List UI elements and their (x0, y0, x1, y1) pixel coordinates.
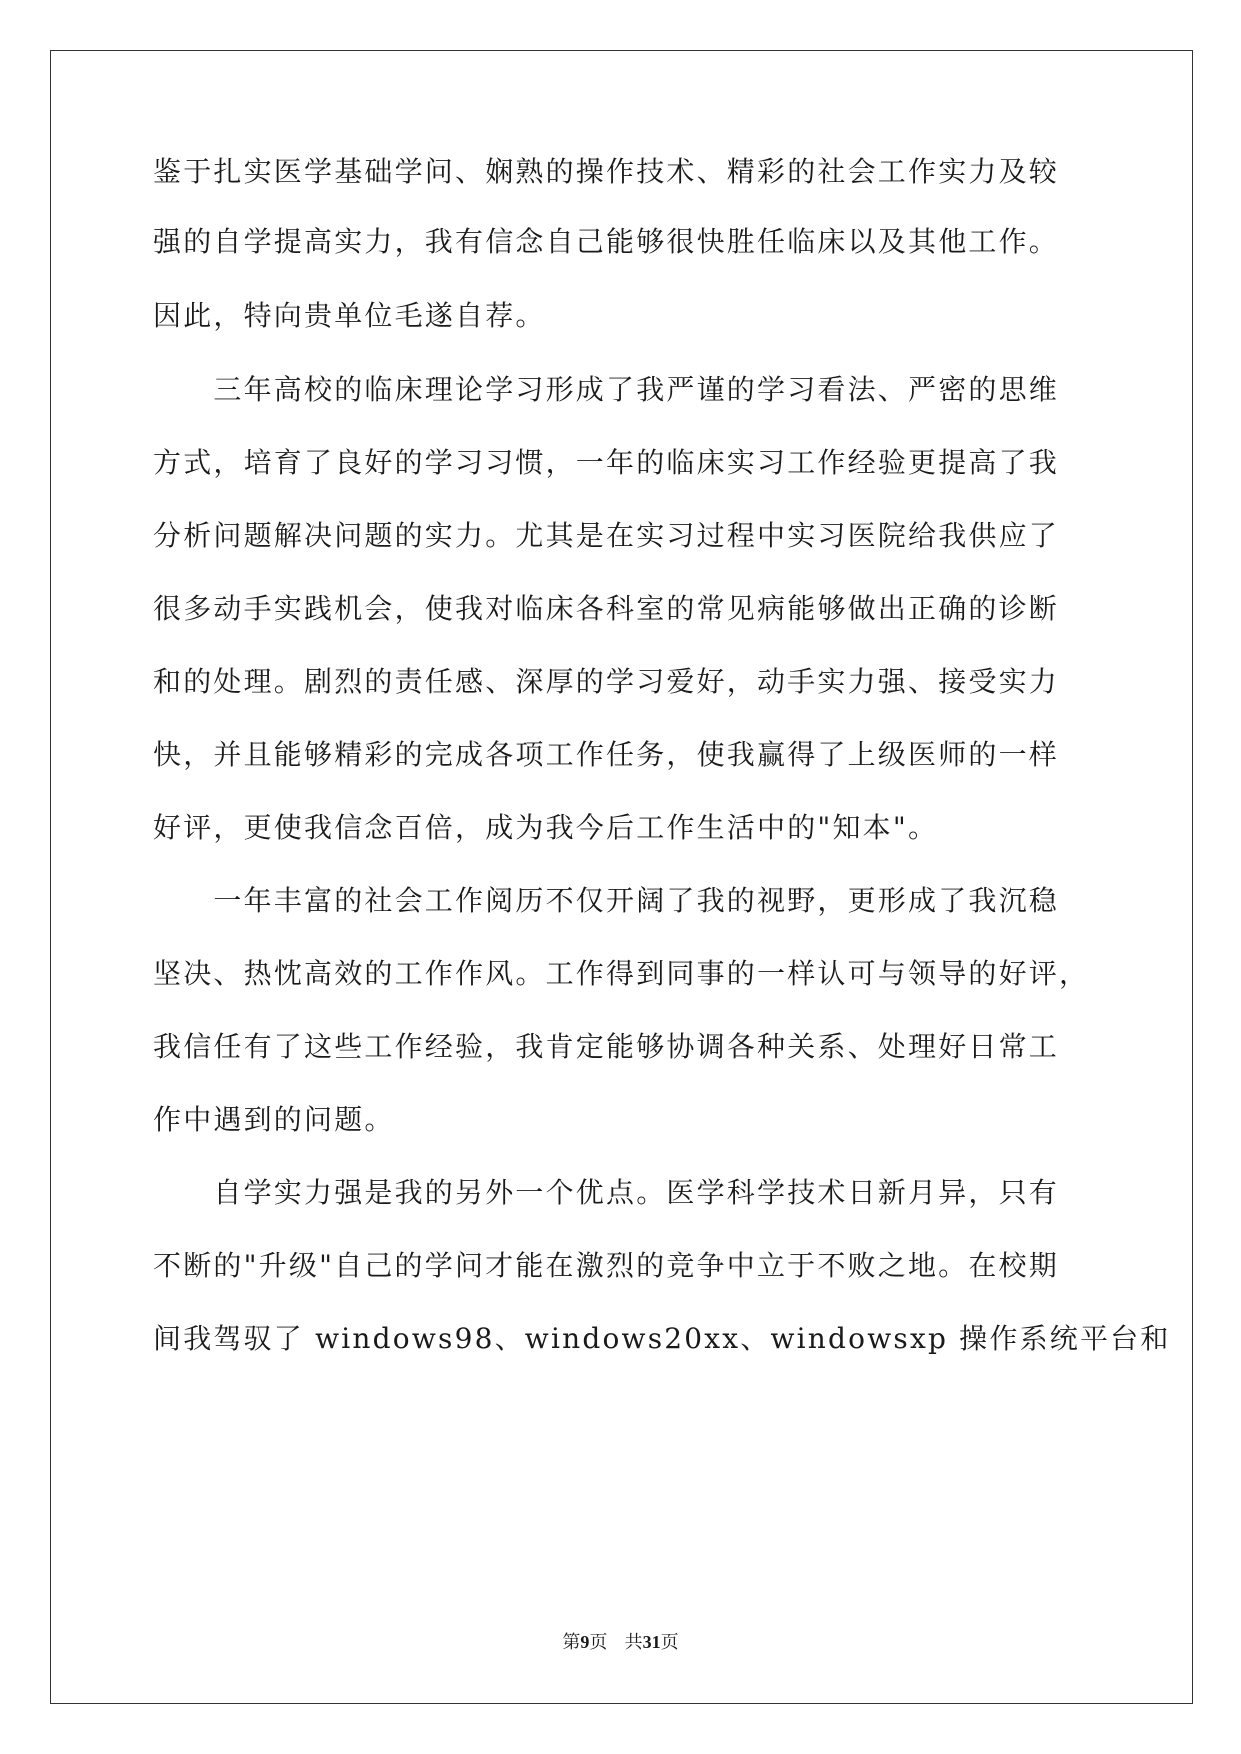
text-line: 因此，特向贵单位毛遂自荐。 (153, 299, 546, 332)
text-line: 不断的"升级"自己的学问才能在激烈的竞争中立于不败之地。在校期 (153, 1249, 1059, 1282)
text-line: 和的处理。剧烈的责任感、深厚的学习爱好，动手实力强、接受实力 (153, 665, 1060, 698)
text-line: 好评，更使我信念百倍，成为我今后工作生活中的"知本"。 (153, 811, 939, 844)
text-line: 一年丰富的社会工作阅历不仅开阔了我的视野，更形成了我沉稳 (153, 884, 1060, 917)
page-label-suffix: 页 (589, 1632, 608, 1653)
text-line: 自学实力强是我的另外一个优点。医学科学技术日新月异，只有 (153, 1176, 1060, 1209)
text-line: 三年高校的临床理论学习形成了我严谨的学习看法、严密的思维 (153, 373, 1060, 406)
page-label-prefix: 第 (562, 1632, 581, 1653)
text-line: 间我驾驭了 windows98、windows20xx、windowsxp 操作系统平台和 (153, 1322, 1171, 1355)
text-line: 强的自学提高实力，我有信念自己能够很快胜任临床以及其他工作。 (153, 225, 1060, 258)
text-line: 坚决、热忱高效的工作作风。工作得到同事的一样认可与领导的好评， (153, 957, 1090, 990)
total-pages: 31 (642, 1632, 661, 1652)
text-line: 分析问题解决问题的实力。尤其是在实习过程中实习医院给我供应了 (153, 519, 1060, 552)
total-label-suffix: 页 (660, 1632, 679, 1653)
text-line: 快，并且能够精彩的完成各项工作任务，使我赢得了上级医师的一样 (153, 738, 1060, 771)
text-line: 鉴于扎实医学基础学问、娴熟的操作技术、精彩的社会工作实力及较 (153, 155, 1060, 188)
text-line: 作中遇到的问题。 (153, 1103, 395, 1136)
total-label-prefix: 共 (624, 1632, 643, 1653)
text-line: 很多动手实践机会，使我对临床各科室的常见病能够做出正确的诊断 (153, 592, 1060, 625)
text-line: 我信任有了这些工作经验，我肯定能够协调各种关系、处理好日常工 (153, 1030, 1060, 1063)
page-number: 9 (580, 1632, 590, 1652)
page-footer (0, 1630, 1241, 1655)
text-line: 方式，培育了良好的学习习惯，一年的临床实习工作经验更提高了我 (153, 446, 1060, 479)
